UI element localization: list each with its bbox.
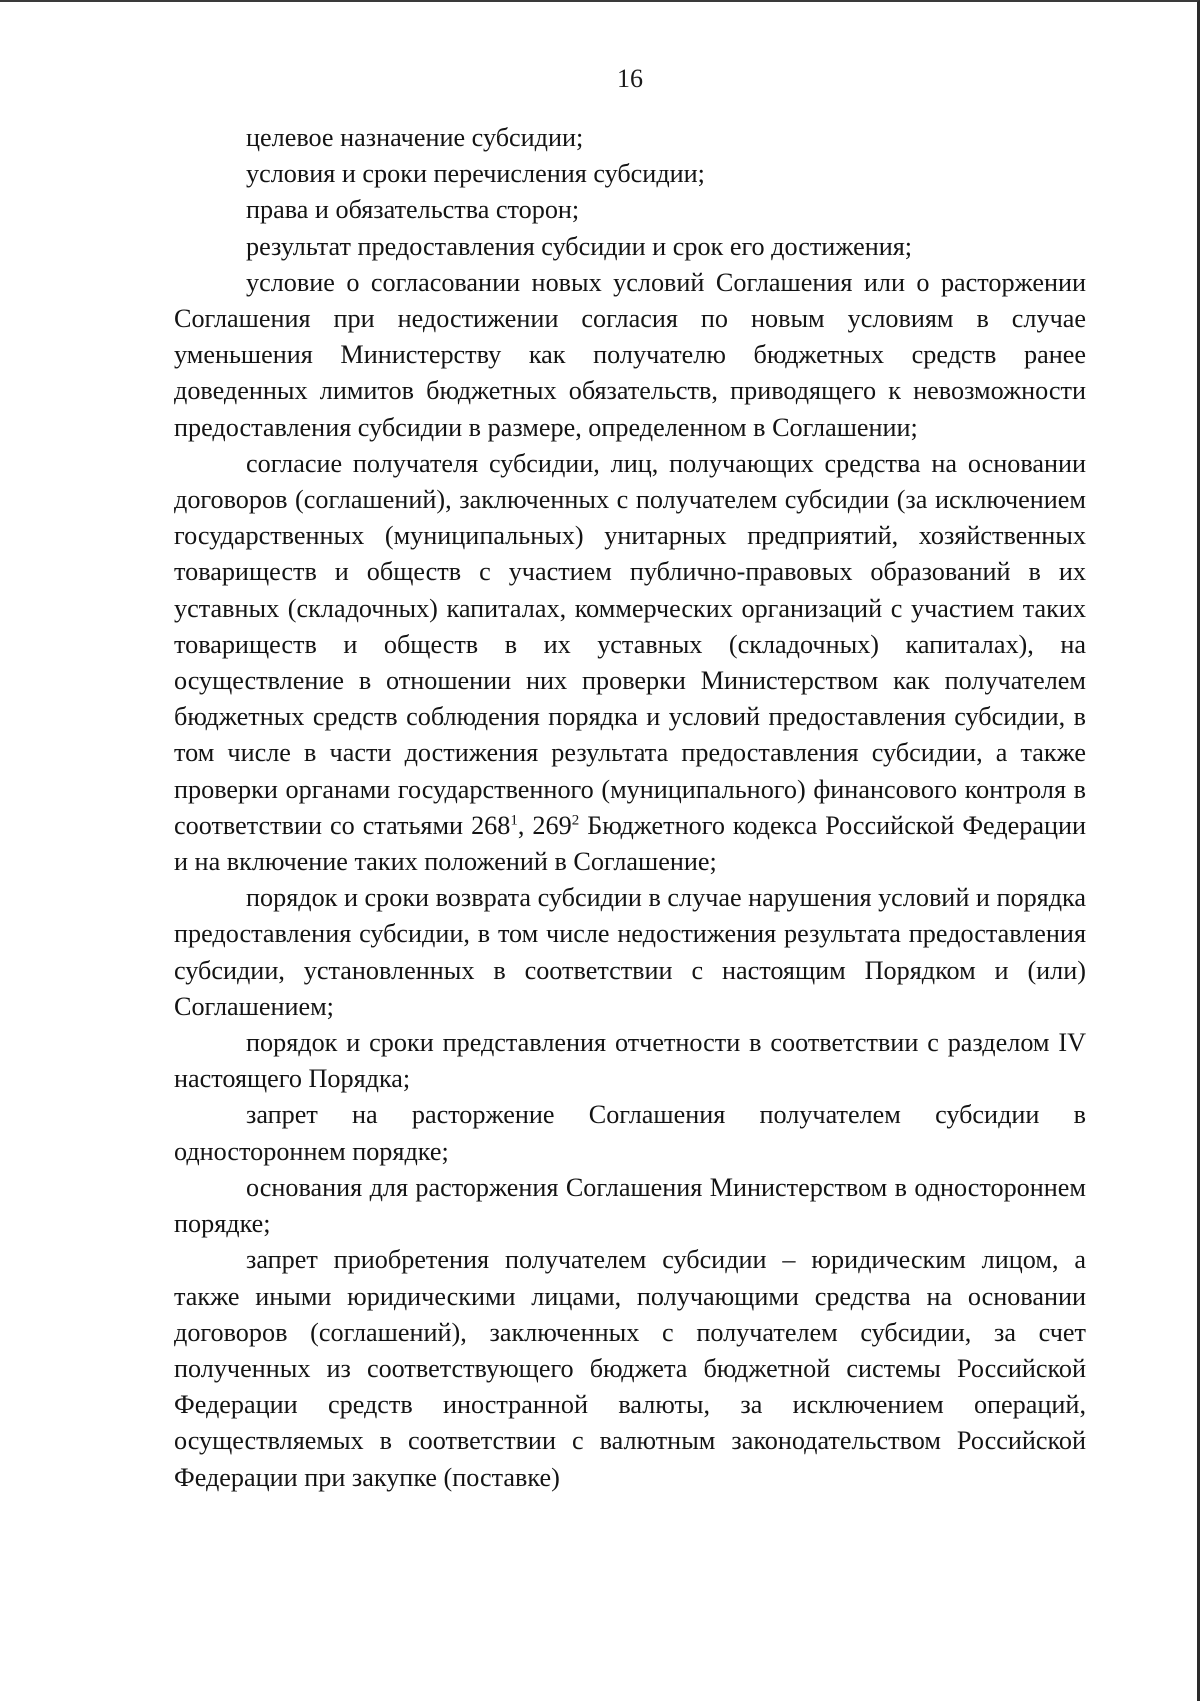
consent-text-before: согласие получателя субсидии, лиц, получающих средства на основании договоров (соглашений), заключенных с получателем субсидии (за исключением государственных (муниципальных) унитарных предприятий, хозяйственных товариществ и обществ с участием публично-правовых образований в их уставных (складочных) капиталах, коммерческих организаций с участием таких товариществ и обществ в их уставных (складочных) капиталах), на осуществление в отношении них проверки Министерством как получателем бюджетных средств соблюдения порядка и условий предоставления субсидии, в том числе в части достижения результата предоставления субсидии, а также проверки органами государственного (муниципального) финансового контроля в соответствии со статьями [174, 448, 1086, 840]
paragraph-consent-to-inspection [174, 446, 1086, 880]
paragraph-transfer-terms: условия и сроки перечисления субсидии; [246, 159, 705, 189]
page-number: 16 [617, 64, 643, 93]
article-269-superscript: 2 [571, 812, 580, 829]
consent-text-after: Бюджетного кодекса Российской Федерации и на включение таких положений в Соглашение; [174, 810, 1086, 877]
paragraph-termination-grounds: основания для расторжения Соглашения Министерством в одностороннем порядке; [174, 1172, 1086, 1239]
paragraph-rights-obligations: права и обязательства сторон; [246, 195, 580, 225]
paragraph-target-purpose: целевое назначение субсидии; [246, 123, 584, 152]
article-269: 269 [532, 810, 572, 840]
paragraph-termination-ban: запрет на расторжение Соглашения получателем субсидии в одностороннем порядке; [174, 1100, 1086, 1166]
paragraph-currency-ban: запрет приобретения получателем субсидии – юридическим лицом, а также иными юридическими лицами, получающими средства на основании договоров (соглашений), заключенных с получателем субсидии, за счет полученных из соответствующего бюджета бюджетной системы Российской Федерации средств иностранной валюты, за исключением операций, осуществляемых в соответствии с валютным законодательством Российской Федерации при закупке (поставке) [174, 1245, 1086, 1492]
article-268: 268 [471, 810, 511, 840]
paragraph-result-deadline: результат предоставления субсидии и срок его достижения; [246, 231, 913, 261]
document-body [174, 120, 1086, 1496]
paragraph-new-conditions: условие о согласовании новых условий Соглашения или о расторжении Соглашения при недостижении согласия по новым условиям в случае уменьшения Министерству как получателю бюджетных средств ранее доведенных лимитов бюджетных обязательств, приводящего к невозможности предоставления субсидии в размере, определенном в Соглашении; [174, 267, 1086, 442]
paragraph-refund-procedure: порядок и сроки возврата субсидии в случае нарушения условий и порядка предоставления субсидии, в том числе недостижения результата предоставления субсидии, установленных в соответствии с настоящим Порядком и (или) Соглашением; [174, 883, 1086, 1021]
paragraph-reporting-procedure: порядок и сроки представления отчетности в соответствии с разделом IV настоящего Порядка; [174, 1028, 1086, 1094]
article-268-superscript: 1 [510, 812, 518, 829]
article-separator: , [517, 810, 533, 840]
